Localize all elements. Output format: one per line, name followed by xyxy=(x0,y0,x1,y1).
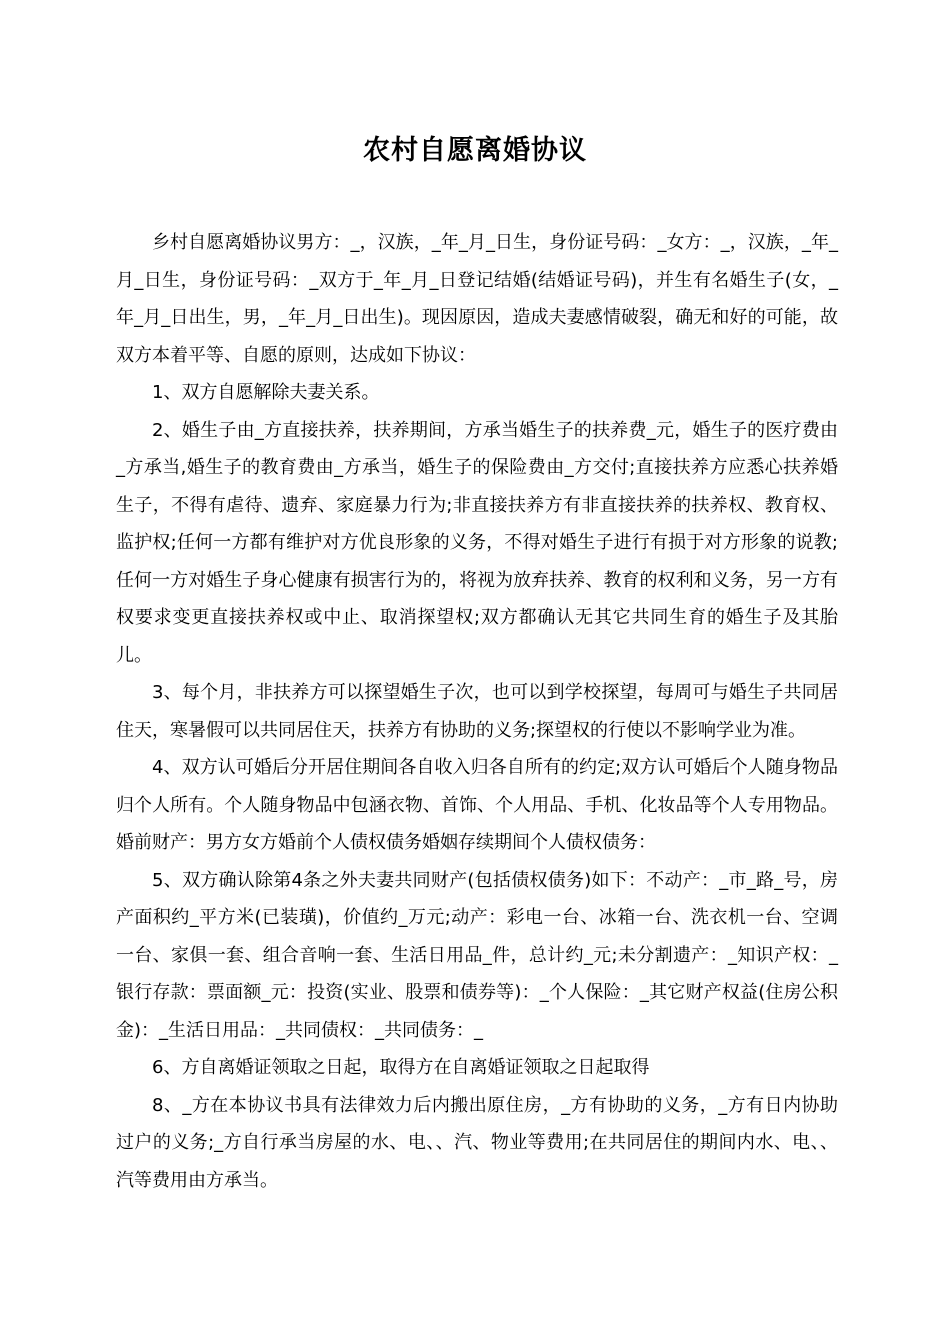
paragraph-clause-1: 1、双方自愿解除夫妻关系。 xyxy=(152,382,380,403)
paragraph-clause-4: 4、双方认可婚后分开居住期间各自收入归各自所有的约定;双方认可婚后个人随身物品归个人所有。个人随身物品中包涵衣物、首饰、个人用品、手机、化妆品等个人专用物品。婚前财产：男方女方婚前个人债权债务婚姻存续期间个人债权债务： xyxy=(116,757,838,853)
paragraph-clause-8: 8、_方在本协议书具有法律效力后内搬出原住房，_方有协助的义务，_方有日内协助过户的义务;_方自行承当房屋的水、电、、汽、物业等费用;在共同居住的期间内水、电、、汽等费用由方承当。 xyxy=(116,1094,838,1191)
document-body xyxy=(116,224,838,1199)
paragraph-clause-3: 3、每个月，非扶养方可以探望婚生子次，也可以到学校探望，每周可与婚生子共同居住天，寒暑假可以共同居住天，扶养方有协助的义务;探望权的行使以不影响学业为准。 xyxy=(116,682,838,741)
paragraph-clause-6: 6、方自离婚证领取之日起，取得方在自离婚证领取之日起取得 xyxy=(152,1057,650,1078)
document-title: 农村自愿离婚协议 xyxy=(363,135,587,166)
paragraph-intro: 乡村自愿离婚协议男方：_，汉族，_年_月_日生，身份证号码：_女方：_，汉族，_年_月_日生，身份证号码：_双方于_年_月_日登记结婚(结婚证号码)，并生有名婚生子(女，_年_月_日出生，男，_年_月_日出生)。现因原因，造成夫妻感情破裂，确无和好的可能，故双方本着平等、自愿的原则，达成如下协议： xyxy=(116,232,838,366)
paragraph-clause-2: 2、婚生子由_方直接扶养，扶养期间，方承当婚生子的扶养费_元，婚生子的医疗费由_方承当,婚生子的教育费由_方承当，婚生子的保险费由_方交付;直接扶养方应悉心扶养婚生子，不得有虐待、遗弃、家庭暴力行为;非直接扶养方有非直接扶养的扶养权、教育权、监护权;任何一方都有维护对方优良形象的义务，不得对婚生子进行有损于对方形象的说教;任何一方对婚生子身心健康有损害行为的，将视为放弃扶养、教育的权利和义务，另一方有权要求变更直接扶养权或中止、取消探望权;双方都确认无其它共同生育的婚生子及其胎儿。 xyxy=(116,419,838,666)
paragraph-clause-5: 5、双方确认除第4条之外夫妻共同财产(包括债权债务)如下：不动产：_市_路_号，房产面积约_平方米(已装璜)，价值约_万元;动产：彩电一台、冰箱一台、洗衣机一台、空调一台、家俱一套、组合音响一套、生活日用品_件，总计约_元;未分割遗产：_知识产权：_银行存款：票面额_元：投资(实业、股票和债券等)：_个人保险：_其它财产权益(住房公积金)：_生活日用品：_共同债权：_共同债务：_ xyxy=(116,869,838,1041)
